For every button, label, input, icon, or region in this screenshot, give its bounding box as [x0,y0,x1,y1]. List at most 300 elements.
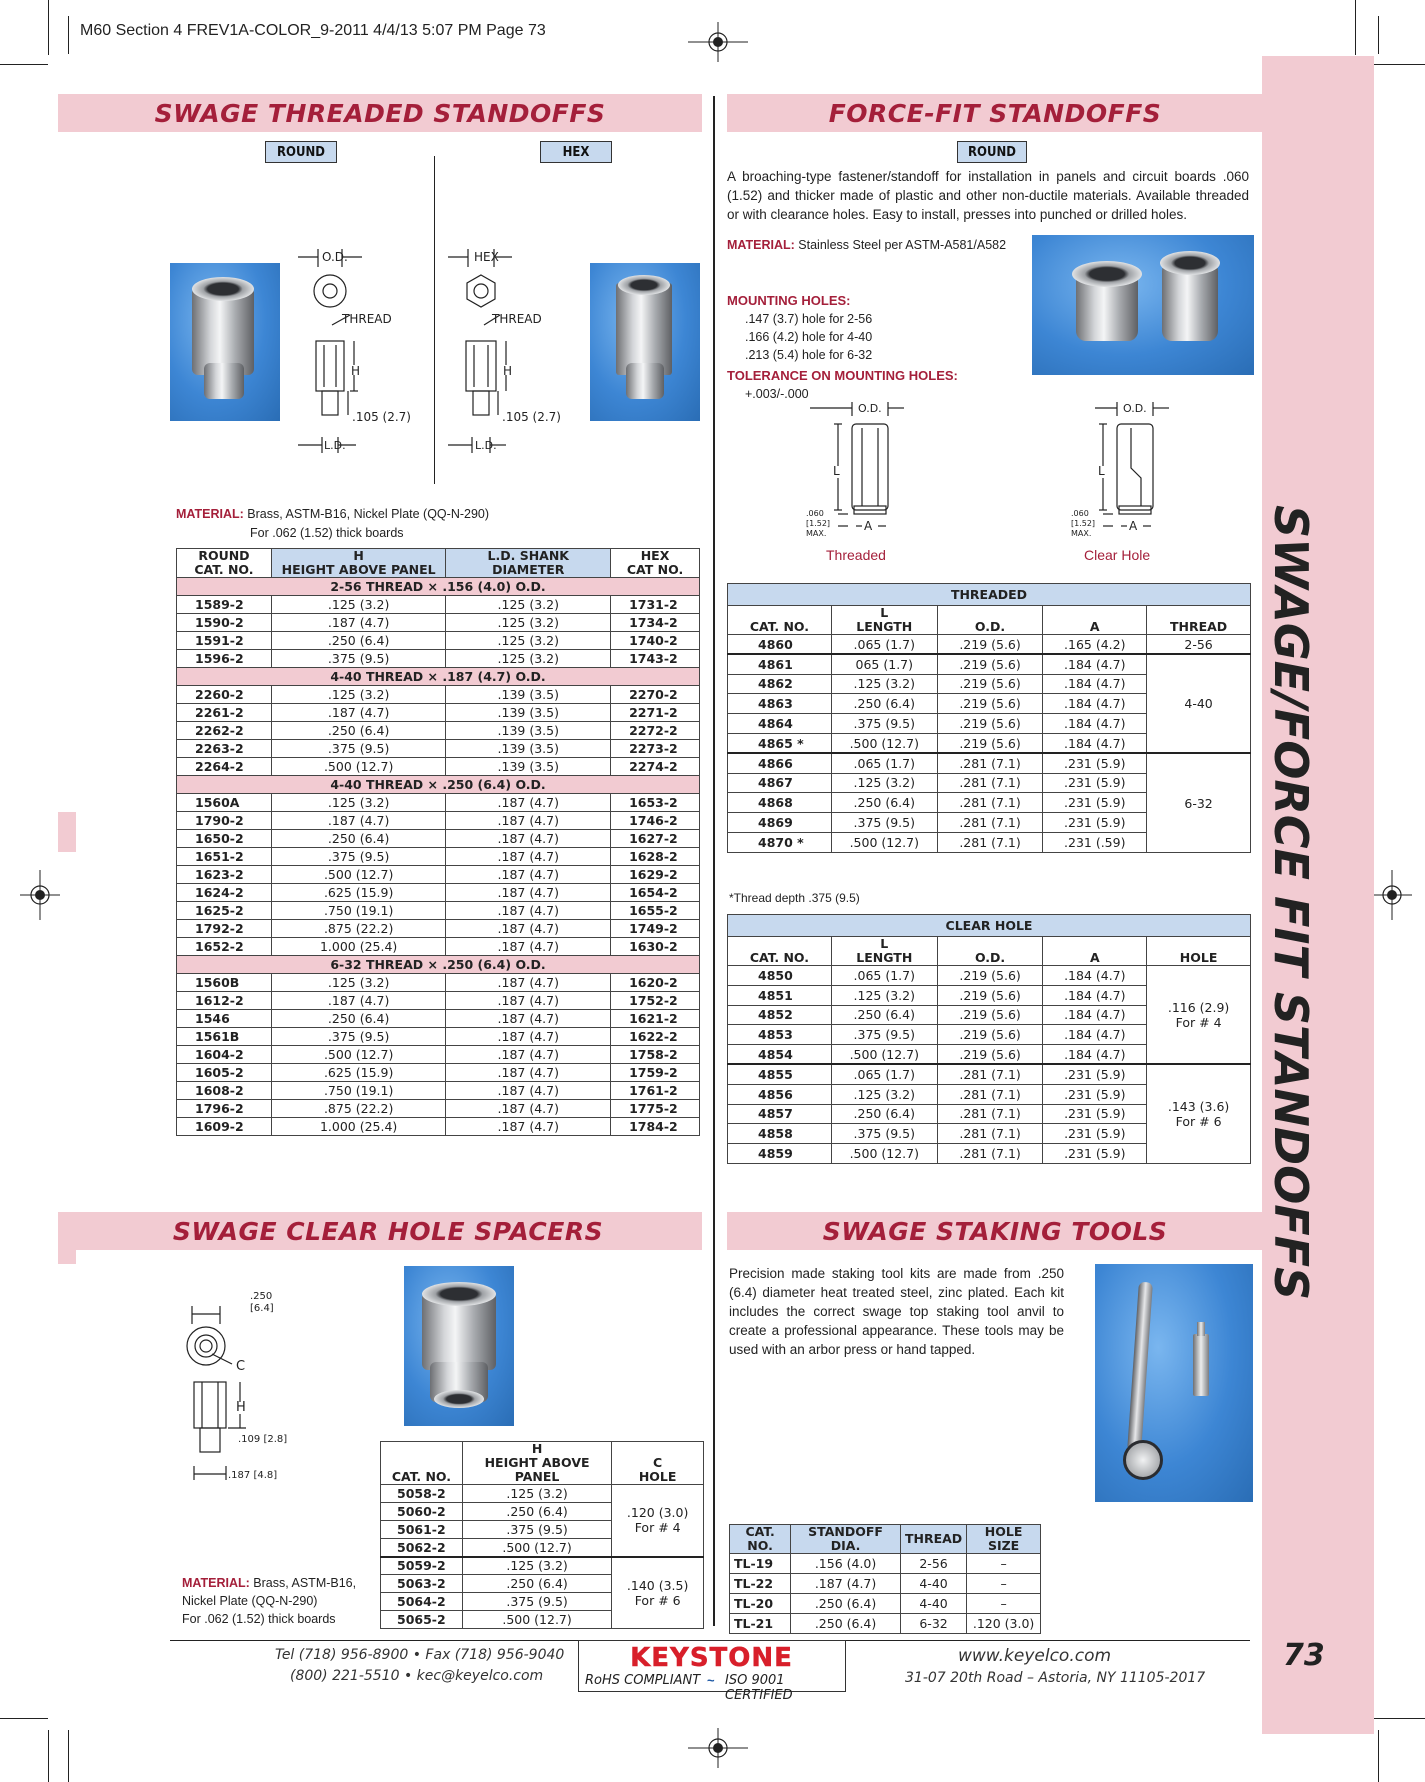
divider [434,156,435,484]
table-cell: .250 (6.4) [462,1575,611,1593]
table-cell: 4865 * [728,733,832,753]
table-cell: .125 (3.2) [831,674,937,694]
table-cell: .250 (6.4) [831,1104,937,1124]
table-cell: .125 (3.2) [446,614,611,632]
col-header: H HEIGHT ABOVE PANEL [462,1442,611,1485]
table-cell: .156 (4.0) [791,1554,901,1574]
table-cell: 4854 [728,1045,832,1065]
crop-mark [68,1730,69,1782]
hole-thread: For # 6 [1175,1114,1222,1130]
table-cell: .250 (6.4) [831,1005,937,1025]
table-cell: .231 (5.9) [1043,1064,1147,1084]
swage-threaded-banner [58,94,702,132]
table-cell: 1746-2 [611,812,700,830]
table-row [177,938,700,956]
material-text: Brass, ASTM-B16, [253,1576,357,1590]
table-cell: .231 (5.9) [1043,773,1147,793]
iso-text: ISO 9001 CERTIFIED [725,1673,793,1703]
table-cell: 065 (1.7) [831,654,937,674]
table-cell: .875 (22.2) [271,920,446,938]
table-cell: 1761-2 [611,1082,700,1100]
table-cell: .187 (4.7) [446,1046,611,1064]
table-cell: 1624-2 [177,884,272,902]
table-cell: .500 (12.7) [271,1046,446,1064]
diagram-label: .187 [4.8] [228,1470,278,1481]
table-cell: .219 (5.6) [937,1005,1043,1025]
table-cell: 1620-2 [611,974,700,992]
table-cell: .219 (5.6) [937,635,1043,655]
diagram-label: L.D. [475,439,497,452]
hole-cell [1147,966,1251,1065]
crop-mark [1378,16,1379,54]
col-header: L.D. SHANK DIAMETER [446,549,611,578]
table-cell: 1652-2 [177,938,272,956]
table-cell: 1653-2 [611,794,700,812]
threaded-force-fit-diagram [800,398,910,543]
table-row [728,635,1251,655]
diagram-label: .105 (2.7) [502,410,561,424]
table-cell: 1734-2 [611,614,700,632]
table-row [177,902,700,920]
left-tab-marker [58,812,76,852]
table-cell: .187 (4.7) [271,614,446,632]
staking-tool-photo [1095,1264,1253,1502]
table-cell: 4861 [728,654,832,674]
table-cell: 4852 [728,1005,832,1025]
table-cell: 2-56 [1147,635,1251,655]
crop-mark [68,16,69,54]
table-cell: 1629-2 [611,866,700,884]
table-cell: 5062-2 [381,1539,463,1557]
group-label: 4-40 THREAD × .187 (4.7) O.D. [177,668,700,686]
table-cell: .250 (6.4) [271,632,446,650]
table-cell: 4851 [728,985,832,1005]
material-text-2: For .062 (1.52) thick boards [250,526,404,540]
diagram-label: H [351,364,361,378]
table-cell: 1612-2 [177,992,272,1010]
table-cell: 2263-2 [177,740,272,758]
crop-mark [1370,1718,1425,1719]
table-cell: .065 (1.7) [831,966,937,986]
table-cell: .139 (3.5) [446,722,611,740]
table-cell: .500 (12.7) [831,832,937,852]
table-title: CLEAR HOLE [728,915,1251,937]
staking-tools-banner [727,1212,1263,1250]
table-cell: .250 (6.4) [831,793,937,813]
table-cell: 1651-2 [177,848,272,866]
hole-size: .143 (3.6) [1167,1099,1230,1115]
footer-web[interactable]: www.keyelco.com [958,1646,1112,1666]
table-row [177,740,700,758]
col-header: HEX CAT NO. [611,549,700,578]
table-cell: 6-32 [900,1614,966,1634]
table-cell: .125 (3.2) [831,1084,937,1104]
mounting-line: .166 (4.2) hole for 4-40 [745,330,873,344]
table-cell: .187 (4.7) [446,1064,611,1082]
group-row [177,956,700,974]
table-cell: .184 (4.7) [1043,694,1147,714]
table-cell: .250 (6.4) [462,1503,611,1521]
slug-line: M60 Section 4 FREV1A-COLOR_9-2011 4/4/13 5:07 PM Page 73 [80,22,546,39]
diagram-label: O.D. [1123,402,1147,415]
table-cell: 1590-2 [177,614,272,632]
table-cell: .500 (12.7) [831,733,937,753]
table-cell: 4867 [728,773,832,793]
tolerance-label: TOLERANCE ON MOUNTING HOLES: [727,368,958,383]
table-row [730,1614,1041,1634]
diagram-label: H [503,364,513,378]
table-cell: .187 (4.7) [791,1574,901,1594]
table-cell: .219 (5.6) [937,714,1043,734]
table-cell: 1625-2 [177,902,272,920]
diagram-label: A [1129,519,1138,533]
clear-hole-force-fit-diagram [1065,398,1175,543]
table-cell: .184 (4.7) [1043,985,1147,1005]
table-cell: 1627-2 [611,830,700,848]
diagram-label: L.D. [324,439,346,452]
col-header: THREAD [900,1525,966,1554]
table-cell: .187 (4.7) [446,830,611,848]
table-row [177,1118,700,1136]
table-cell: 1630-2 [611,938,700,956]
table-cell: 2262-2 [177,722,272,740]
table-cell: .187 (4.7) [446,974,611,992]
table-row [177,794,700,812]
table-cell: .375 (9.5) [462,1593,611,1611]
hole-size: .140 (3.5) [626,1577,689,1593]
table-cell: 4860 [728,635,832,655]
registration-mark-icon [20,870,60,920]
table-cell: .375 (9.5) [271,1028,446,1046]
table-cell: .231 (5.9) [1043,813,1147,833]
table-title: THREADED [728,584,1251,606]
table-cell: .184 (4.7) [1043,654,1147,674]
diagram-label: [1.52] [806,519,831,528]
table-cell: .125 (3.2) [271,686,446,704]
hole-cell [1147,1064,1251,1163]
group-label: 2-56 THREAD × .156 (4.0) O.D. [177,578,700,596]
table-cell: .187 (4.7) [446,884,611,902]
diagram-label: .250 [250,1291,273,1302]
registration-mark-icon [688,1728,748,1768]
col-header: L LENGTH [831,606,937,635]
table-cell: .281 (7.1) [937,1124,1043,1144]
table-cell: 4-40 [900,1574,966,1594]
table-cell: .139 (3.5) [446,758,611,776]
table-cell: .231 (5.9) [1043,1084,1147,1104]
table-cell: 1759-2 [611,1064,700,1082]
table-cell: .250 (6.4) [831,694,937,714]
table-cell: 4868 [728,793,832,813]
table-cell: 1628-2 [611,848,700,866]
table-row [177,884,700,902]
staking-tools-table [729,1524,1041,1634]
tag-hex: HEX [540,141,612,163]
diagram-label: L [1098,464,1105,478]
table-row [381,1557,704,1575]
table-cell: .125 (3.2) [446,650,611,668]
table-row [177,722,700,740]
table-cell: .219 (5.6) [937,694,1043,714]
table-cell: .187 (4.7) [271,812,446,830]
hole-cell [612,1485,704,1557]
col-header: HOLE [1147,937,1251,966]
table-cell: .625 (15.9) [271,884,446,902]
col-header: C HOLE [612,1442,704,1485]
table-cell: 1.000 (25.4) [271,938,446,956]
table-row [728,1064,1251,1084]
keystone-logo-box [578,1640,846,1703]
table-cell: .125 (3.2) [446,596,611,614]
table-cell: .219 (5.6) [937,1025,1043,1045]
table-cell: .281 (7.1) [937,1104,1043,1124]
table-cell: 5065-2 [381,1611,463,1629]
table-cell: 2271-2 [611,704,700,722]
rohs-text: RoHS COMPLIANT [585,1673,701,1688]
crop-mark [1378,1730,1379,1782]
table-cell: 1792-2 [177,920,272,938]
table-row [177,974,700,992]
table-cell: TL-19 [730,1554,791,1574]
table-cell: 1655-2 [611,902,700,920]
table-cell: .281 (7.1) [937,753,1043,773]
tag-round: ROUND [957,141,1027,163]
table-cell: 4859 [728,1144,832,1164]
table-cell: 4866 [728,753,832,773]
table-cell: .281 (7.1) [937,793,1043,813]
table-cell: .750 (19.1) [271,902,446,920]
table-cell: 1589-2 [177,596,272,614]
table-row [177,650,700,668]
col-header: O.D. [937,606,1043,635]
table-cell: .375 (9.5) [271,848,446,866]
table-cell: .219 (5.6) [937,1045,1043,1065]
table-cell: .184 (4.7) [1043,966,1147,986]
table-cell: 1790-2 [177,812,272,830]
crop-mark [1370,64,1425,65]
footer-tel: Tel (718) 956-8900 • Fax (718) 956-9040 [275,1647,565,1663]
table-row [728,753,1251,773]
table-row [381,1485,704,1503]
table-cell: 4858 [728,1124,832,1144]
table-cell: 5064-2 [381,1593,463,1611]
table-cell: .281 (7.1) [937,832,1043,852]
registration-mark-icon [688,22,748,62]
table-cell: .187 (4.7) [446,1010,611,1028]
table-cell: .281 (7.1) [937,813,1043,833]
table-cell: 1561B [177,1028,272,1046]
table-cell: .375 (9.5) [831,714,937,734]
table-cell: 4855 [728,1064,832,1084]
table-cell: 2270-2 [611,686,700,704]
table-cell: .065 (1.7) [831,753,937,773]
table-cell: 2260-2 [177,686,272,704]
table-row [177,992,700,1010]
footnote: *Thread depth .375 (9.5) [729,891,860,905]
clear-spacer-photo [404,1266,514,1426]
diagram-label: .060 [806,509,824,518]
diagram-caption: Threaded [826,547,886,563]
diagram-label: [6.4] [250,1303,274,1314]
table-cell: 1622-2 [611,1028,700,1046]
mounting-line: .213 (5.4) hole for 6-32 [745,348,873,362]
table-cell: .187 (4.7) [446,1028,611,1046]
table-cell: 2273-2 [611,740,700,758]
col-header: HOLE SIZE [967,1525,1041,1554]
table-row [177,866,700,884]
section-title: SWAGE CLEAR HOLE SPACERS [172,1216,604,1246]
table-cell: 1752-2 [611,992,700,1010]
table-cell: .375 (9.5) [271,740,446,758]
table-cell: – [967,1554,1041,1574]
group-row [177,578,700,596]
table-cell: .187 (4.7) [446,794,611,812]
table-cell: 4863 [728,694,832,714]
col-header: ROUND CAT. NO. [177,549,272,578]
diagram-label: H [236,1400,246,1415]
hole-cell [612,1557,704,1629]
crop-mark [0,1718,48,1719]
col-header: L LENGTH [831,937,937,966]
table-cell: .500 (12.7) [462,1539,611,1557]
group-label: 4-40 THREAD × .250 (6.4) O.D. [177,776,700,794]
table-cell: 1560B [177,974,272,992]
crop-mark [48,1730,49,1782]
table-cell: .250 (6.4) [791,1594,901,1614]
table-cell: 5059-2 [381,1557,463,1575]
table-cell: .231 (5.9) [1043,1144,1147,1164]
table-row [730,1594,1041,1614]
table-cell: 1560A [177,794,272,812]
table-cell: .125 (3.2) [271,596,446,614]
table-cell: 4869 [728,813,832,833]
table-cell: 1591-2 [177,632,272,650]
table-cell: .125 (3.2) [446,632,611,650]
table-cell: 4864 [728,714,832,734]
table-cell: 2274-2 [611,758,700,776]
table-cell: .139 (3.5) [446,704,611,722]
table-cell: .281 (7.1) [937,1084,1043,1104]
table-cell: .125 (3.2) [831,773,937,793]
table-cell: .750 (19.1) [271,1082,446,1100]
table-cell: .187 (4.7) [271,992,446,1010]
table-cell: 1758-2 [611,1046,700,1064]
material-text-3: For .062 (1.52) thick boards [182,1612,336,1626]
table-cell: .120 (3.0) [967,1614,1041,1634]
table-cell: 4857 [728,1104,832,1124]
table-row [177,1028,700,1046]
table-cell: .219 (5.6) [937,733,1043,753]
table-cell: .187 (4.7) [446,866,611,884]
table-cell: .187 (4.7) [446,1082,611,1100]
diagram-label: [1.52] [1071,519,1096,528]
table-cell: 1796-2 [177,1100,272,1118]
table-row [177,830,700,848]
diagram-label: C [236,1359,246,1374]
round-standoff-diagram [290,245,430,460]
table-cell: 1609-2 [177,1118,272,1136]
table-cell: .125 (3.2) [271,974,446,992]
material-note [176,505,489,524]
material-note [727,236,1006,255]
table-row [177,1082,700,1100]
table-cell: .231 (.59) [1043,832,1147,852]
table-cell: 4862 [728,674,832,694]
crop-mark [0,64,48,65]
table-cell: .500 (12.7) [271,866,446,884]
table-cell: 1749-2 [611,920,700,938]
force-fit-banner [727,94,1263,132]
side-title: SWAGE/FORCE FIT STANDOFFS [1264,505,1318,1301]
crop-mark [48,0,49,55]
table-row [177,920,700,938]
hole-thread: For # 4 [1175,1014,1222,1030]
col-header: CAT. NO. [730,1525,791,1554]
table-row [177,1100,700,1118]
force-fit-intro: A broaching-type fastener/standoff for installation in panels and circuit boards .060 (1.52) and thicker made of plastic and other non-ductile materials. Available threaded or with clearance holes. Easy to install, presses into punched or drilled holes. [727,169,1249,222]
table-cell: .187 (4.7) [446,938,611,956]
clear-spacers-banner [74,1212,702,1250]
table-cell: 2264-2 [177,758,272,776]
hole-size: .120 (3.0) [626,1505,689,1521]
table-cell: .375 (9.5) [462,1521,611,1539]
hex-standoff-diagram [440,245,580,460]
mounting-label: MOUNTING HOLES: [727,293,851,308]
table-cell: – [967,1594,1041,1614]
table-cell: 4850 [728,966,832,986]
table-cell: .375 (9.5) [831,1124,937,1144]
table-cell: .065 (1.7) [831,635,937,655]
table-cell: .250 (6.4) [271,1010,446,1028]
table-cell: 2-56 [900,1554,966,1574]
table-cell: .187 (4.7) [446,812,611,830]
table-cell: .125 (3.2) [462,1557,611,1575]
material-label: MATERIAL: [727,238,795,252]
diagram-label: MAX. [1071,529,1092,538]
table-cell: .165 (4.2) [1043,635,1147,655]
table-cell: 1546 [177,1010,272,1028]
table-cell: .281 (7.1) [937,773,1043,793]
table-row [728,966,1251,986]
hole-thread: For # 4 [634,1520,681,1536]
table-cell: .250 (6.4) [271,722,446,740]
diagram-caption: Clear Hole [1084,547,1151,563]
table-cell: 1740-2 [611,632,700,650]
table-cell: .219 (5.6) [937,985,1043,1005]
tilde-icon: ~ [707,1673,715,1688]
table-cell: 5058-2 [381,1485,463,1503]
table-cell: 5060-2 [381,1503,463,1521]
table-cell: .375 (9.5) [271,650,446,668]
tolerance-text: +.003/-.000 [745,387,809,401]
table-cell: .231 (5.9) [1043,793,1147,813]
table-cell: 1784-2 [611,1118,700,1136]
table-cell: 2261-2 [177,704,272,722]
table-cell: .125 (3.2) [831,985,937,1005]
crop-mark [1355,0,1356,55]
hole-thread: For # 6 [634,1592,681,1608]
table-cell: .184 (4.7) [1043,1045,1147,1065]
table-row [177,812,700,830]
table-cell: .184 (4.7) [1043,733,1147,753]
table-cell: .500 (12.7) [271,758,446,776]
table-row [177,848,700,866]
table-cell: .139 (3.5) [446,686,611,704]
table-cell: .500 (12.7) [831,1144,937,1164]
table-cell: .125 (3.2) [462,1485,611,1503]
table-cell: 4-40 [900,1594,966,1614]
table-cell: 4870 * [728,832,832,852]
